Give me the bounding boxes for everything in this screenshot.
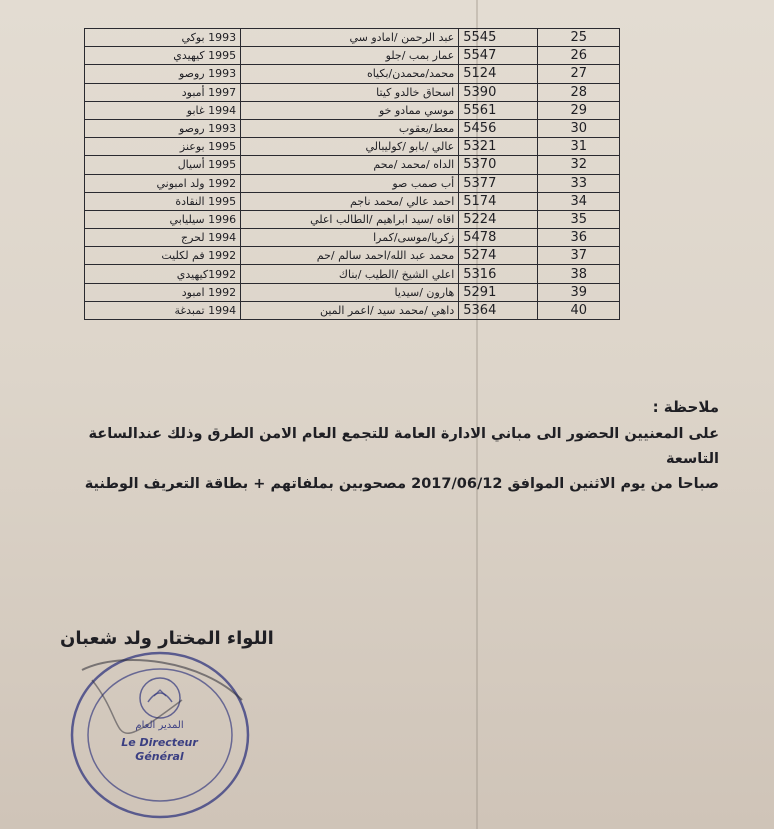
name-cell: عمار بمب /جلو bbox=[241, 47, 459, 65]
birthplace-cell: 1995 النقادة bbox=[85, 192, 241, 210]
birthplace-cell: 1996 سيليابي bbox=[85, 210, 241, 228]
signature-name: اللواء المختار ولد شعبان bbox=[60, 628, 274, 649]
emblem-icon bbox=[140, 678, 180, 718]
code-cell: 5291 bbox=[459, 283, 538, 301]
note-block bbox=[59, 395, 719, 497]
birthplace-cell: 1992 امبود bbox=[85, 283, 241, 301]
row-number-cell: 25 bbox=[538, 29, 620, 47]
name-cell: داهي /محمد سيد /اعمر المين bbox=[241, 301, 459, 319]
row-number-cell: 37 bbox=[538, 247, 620, 265]
roster-table bbox=[84, 28, 620, 320]
official-stamp bbox=[62, 640, 257, 825]
birthplace-cell: 1993 روصو bbox=[85, 119, 241, 137]
birthplace-cell: 1992 ولد امبوني bbox=[85, 174, 241, 192]
row-number-cell: 26 bbox=[538, 47, 620, 65]
birthplace-cell: 1995 أسيال bbox=[85, 156, 241, 174]
code-cell: 5370 bbox=[459, 156, 538, 174]
code-cell: 5316 bbox=[459, 265, 538, 283]
code-cell: 5390 bbox=[459, 83, 538, 101]
stamp-french-title-1: Le Directeur bbox=[121, 736, 198, 749]
roster-table-body bbox=[85, 29, 620, 320]
row-number-cell: 29 bbox=[538, 101, 620, 119]
code-cell: 5456 bbox=[459, 119, 538, 137]
note-line-2: صباحا من يوم الاثنين الموافق 2017/06/12 مصحوبين بملفاتهم + بطاقة التعريف الوطنية bbox=[84, 476, 719, 492]
table-row bbox=[85, 101, 620, 119]
stamp-french-title-2: Général bbox=[135, 750, 184, 763]
stamp-graphic bbox=[62, 640, 257, 825]
table-row bbox=[85, 192, 620, 210]
name-cell: الداه /محمد /محم bbox=[241, 156, 459, 174]
name-cell: احمد عالي /محمد ناجم bbox=[241, 192, 459, 210]
code-cell: 5274 bbox=[459, 247, 538, 265]
row-number-cell: 27 bbox=[538, 65, 620, 83]
row-number-cell: 33 bbox=[538, 174, 620, 192]
table-row bbox=[85, 119, 620, 137]
code-cell: 5547 bbox=[459, 47, 538, 65]
birthplace-cell: 1995 كيهيدي bbox=[85, 47, 241, 65]
table-row bbox=[85, 29, 620, 47]
birthplace-cell: 1994 لحرج bbox=[85, 229, 241, 247]
code-cell: 5224 bbox=[459, 210, 538, 228]
code-cell: 5321 bbox=[459, 138, 538, 156]
row-number-cell: 31 bbox=[538, 138, 620, 156]
table-row bbox=[85, 138, 620, 156]
note-line-1: على المعنيين الحضور الى مباني الادارة العامة للتجمع العام الامن الطرق وذلك عندالساعة التاسعة bbox=[88, 426, 719, 467]
row-number-cell: 30 bbox=[538, 119, 620, 137]
name-cell: محمد عبد الله/احمد سالم /حم bbox=[241, 247, 459, 265]
table-row bbox=[85, 47, 620, 65]
name-cell: زكريا/موسى/كمرا bbox=[241, 229, 459, 247]
table-row bbox=[85, 229, 620, 247]
code-cell: 5478 bbox=[459, 229, 538, 247]
birthplace-cell: 1995 بوعنز bbox=[85, 138, 241, 156]
name-cell: عالي /بابو /كوليبالي bbox=[241, 138, 459, 156]
name-cell: عبد الرحمن /امادو سي bbox=[241, 29, 459, 47]
birthplace-cell: 1997 أمبود bbox=[85, 83, 241, 101]
table-row bbox=[85, 247, 620, 265]
code-cell: 5377 bbox=[459, 174, 538, 192]
name-cell: اعلي الشيخ /الطيب /بناك bbox=[241, 265, 459, 283]
stamp-arabic-title: المدير العام bbox=[135, 720, 184, 731]
name-cell: اقاه /سيد ابراهيم /الطالب اعلي bbox=[241, 210, 459, 228]
table-row bbox=[85, 65, 620, 83]
code-cell: 5561 bbox=[459, 101, 538, 119]
row-number-cell: 28 bbox=[538, 83, 620, 101]
code-cell: 5545 bbox=[459, 29, 538, 47]
birthplace-cell: 1992 فم لكليت bbox=[85, 247, 241, 265]
birthplace-cell: 1994 غابو bbox=[85, 101, 241, 119]
name-cell: موسي ممادو خو bbox=[241, 101, 459, 119]
name-cell: هارون /سيديا bbox=[241, 283, 459, 301]
row-number-cell: 39 bbox=[538, 283, 620, 301]
table-row bbox=[85, 301, 620, 319]
note-title: ملاحظة : bbox=[652, 398, 719, 416]
code-cell: 5174 bbox=[459, 192, 538, 210]
birthplace-cell: 1993 روصو bbox=[85, 65, 241, 83]
table-row bbox=[85, 83, 620, 101]
name-cell: اسحاق خالدو كيتا bbox=[241, 83, 459, 101]
table-row bbox=[85, 283, 620, 301]
birthplace-cell: 1993 بوكي bbox=[85, 29, 241, 47]
row-number-cell: 40 bbox=[538, 301, 620, 319]
row-number-cell: 36 bbox=[538, 229, 620, 247]
birthplace-cell: 1992كيهيدي bbox=[85, 265, 241, 283]
table-row bbox=[85, 156, 620, 174]
row-number-cell: 38 bbox=[538, 265, 620, 283]
row-number-cell: 35 bbox=[538, 210, 620, 228]
name-cell: معط/يعقوب bbox=[241, 119, 459, 137]
code-cell: 5364 bbox=[459, 301, 538, 319]
name-cell: محمد/محمدن/بكياه bbox=[241, 65, 459, 83]
name-cell: أب صمب صو bbox=[241, 174, 459, 192]
table-row bbox=[85, 174, 620, 192]
table-row bbox=[85, 210, 620, 228]
code-cell: 5124 bbox=[459, 65, 538, 83]
row-number-cell: 34 bbox=[538, 192, 620, 210]
birthplace-cell: 1994 تمبدغة bbox=[85, 301, 241, 319]
row-number-cell: 32 bbox=[538, 156, 620, 174]
table-row bbox=[85, 265, 620, 283]
